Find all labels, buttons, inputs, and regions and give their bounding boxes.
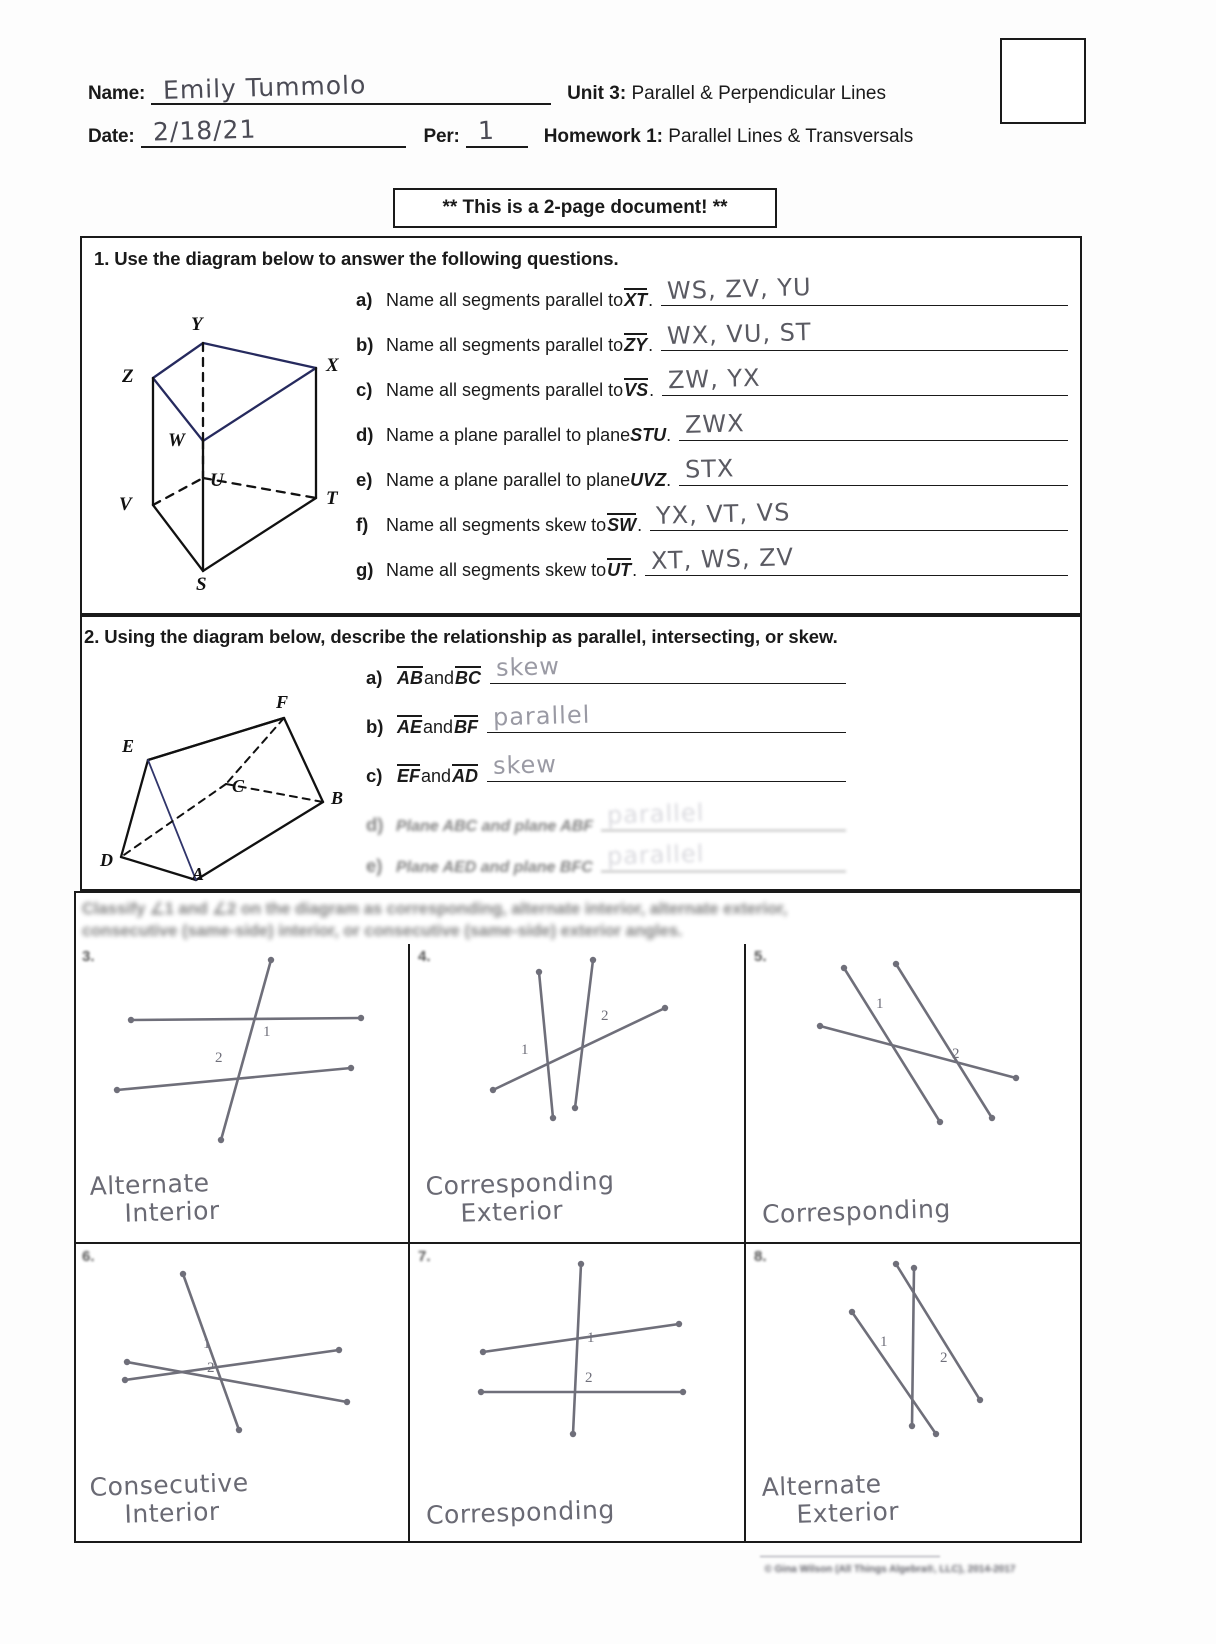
question-3-instructions: Classify ∠1 and ∠2 on the diagram as corresponding, alternate interior, alternate exterior, consecutive (same-side) interior, or consecutive (same-side) exterior angles. xyxy=(82,900,788,941)
line-endpoint-dot xyxy=(218,1137,224,1143)
line-endpoint-dot xyxy=(676,1320,682,1326)
question-1-item-g xyxy=(356,543,1068,581)
unit-title-text: Parallel & Perpendicular Lines xyxy=(631,83,887,104)
name-handwritten-value: Emily Tummolo xyxy=(162,70,367,105)
question-2-item-e xyxy=(366,839,846,877)
answer-line-2: Exterior xyxy=(796,1496,900,1529)
line-endpoint-dot xyxy=(348,1065,354,1071)
line-endpoint-dot xyxy=(358,1015,364,1021)
question-1-item-b xyxy=(356,317,1068,356)
cell-number: 6. xyxy=(82,1247,95,1265)
question-2-item-d xyxy=(366,798,846,836)
handwritten-answer: STX xyxy=(684,454,735,484)
answer-blank[interactable] xyxy=(490,652,846,684)
question-1-item-a xyxy=(356,272,1068,311)
line-endpoint-dot xyxy=(236,1426,242,1432)
transversal-diagram xyxy=(746,1247,1082,1450)
line-endpoint-dot xyxy=(1013,1075,1019,1081)
transversal-line xyxy=(820,1026,1016,1078)
prism-label-W: W xyxy=(168,430,185,451)
line-endpoint-dot xyxy=(268,957,274,963)
footer-copyright: © Gina Wilson (All Things Algebra®, LLC), 2014-2017 xyxy=(764,1564,1016,1575)
homework-title xyxy=(544,126,914,148)
line-endpoint-dot xyxy=(662,1005,668,1011)
line-endpoint-dot xyxy=(536,969,542,975)
item-prompt: Name a plane parallel to plane xyxy=(386,425,631,445)
prism-label-T: T xyxy=(326,488,338,509)
plane-relationship-prompt: Plane ABC and plane ABF xyxy=(396,818,594,835)
answer-blank[interactable] xyxy=(679,409,1068,441)
answer-line-1: Corresponding xyxy=(425,1494,616,1530)
line-endpoint-dot xyxy=(336,1346,342,1352)
period-label: Per: xyxy=(423,126,460,147)
angle-label-2: 2 xyxy=(215,1050,223,1066)
item-letter: c) xyxy=(356,379,373,400)
handwritten-answer: XT, WS, ZV xyxy=(650,543,795,575)
question-2-title xyxy=(84,626,838,648)
period-field[interactable] xyxy=(466,115,528,148)
line-endpoint-dot xyxy=(590,957,596,963)
line-endpoint-dot xyxy=(989,1115,995,1121)
prism-label-U: U xyxy=(210,470,224,491)
question-1-item-d xyxy=(356,409,1068,446)
answer-line-1: Alternate xyxy=(761,1469,882,1502)
oblique-solid-figure xyxy=(88,652,353,882)
transversal-line xyxy=(221,960,271,1140)
parallel-line-2 xyxy=(125,1350,339,1380)
line-endpoint-dot xyxy=(570,1430,576,1436)
angle-problem-cell-5 xyxy=(746,944,1082,1244)
parallel-line-2 xyxy=(117,1068,351,1090)
handwritten-answer: ZWX xyxy=(684,409,746,439)
segment-name-first: AB xyxy=(397,668,423,688)
segment-name: SW xyxy=(607,515,637,535)
name-label: Name: xyxy=(88,83,146,104)
transversal-diagram xyxy=(74,1247,408,1450)
line-endpoint-dot xyxy=(124,1358,130,1364)
plane-name: UVZ xyxy=(630,470,667,490)
question-1-prompt: Use the diagram below to answer the following questions. xyxy=(114,248,619,269)
date-field[interactable] xyxy=(141,114,406,148)
item-letter: f) xyxy=(356,514,369,535)
prism-label-Y: Y xyxy=(191,314,203,335)
segment-name-first: EF xyxy=(397,766,421,786)
segment-name: ZY xyxy=(624,335,648,355)
transversal-line xyxy=(573,1264,581,1434)
angle-label-1: 1 xyxy=(521,1042,529,1058)
answer-line-1: Corresponding xyxy=(425,1165,615,1201)
line-endpoint-dot xyxy=(817,1023,823,1029)
angle-label-2: 2 xyxy=(585,1369,593,1386)
answer-line-2: Interior xyxy=(124,1496,221,1529)
question-1-title xyxy=(94,248,619,270)
two-page-notice xyxy=(393,188,777,228)
answer-blank[interactable] xyxy=(487,700,846,733)
homework-title-text: Parallel Lines & Transversals xyxy=(668,126,914,147)
unit-label: Unit 3: xyxy=(567,83,627,104)
item-suffix: . xyxy=(666,470,672,490)
answer-line-1: Alternate xyxy=(89,1167,210,1201)
line-endpoint-dot xyxy=(572,1105,578,1111)
line-endpoint-dot xyxy=(977,1396,983,1402)
item-letter: c) xyxy=(366,765,383,786)
segment-name: UT xyxy=(607,560,632,580)
parallel-line-1 xyxy=(852,1312,936,1434)
answer-blank[interactable] xyxy=(645,543,1068,576)
plane-relationship-prompt: Plane AED and plane BFC xyxy=(396,859,593,876)
angle-label-2: 2 xyxy=(940,1349,948,1366)
item-suffix: . xyxy=(666,425,672,445)
handwritten-answer: parallel xyxy=(606,798,705,830)
conjunction: and xyxy=(424,668,455,688)
handwritten-classification-answer xyxy=(426,1492,737,1530)
line-endpoint-dot xyxy=(893,961,899,967)
prism-label-S: S xyxy=(196,574,207,593)
line-endpoint-dot xyxy=(490,1087,496,1093)
item-letter: d) xyxy=(366,814,384,835)
line-endpoint-dot xyxy=(478,1388,484,1394)
line-endpoint-dot xyxy=(114,1087,120,1093)
date-label: Date: xyxy=(88,126,135,147)
item-prompt: Name all segments skew to xyxy=(386,560,607,580)
solid-label-F: F xyxy=(276,692,289,712)
solid-label-E: E xyxy=(122,736,135,756)
handwritten-classification-answer xyxy=(762,1191,1075,1229)
handwritten-answer: parallel xyxy=(492,700,591,732)
item-suffix: . xyxy=(637,515,643,535)
segment-name: XT xyxy=(624,290,648,310)
conjunction: and xyxy=(423,717,454,737)
handwritten-answer: skew xyxy=(495,652,561,682)
cell-number: 8. xyxy=(754,1247,767,1265)
handwritten-classification-answer xyxy=(425,1163,737,1229)
segment-name-second: BF xyxy=(454,717,479,737)
question-2-item-b xyxy=(366,700,846,738)
item-letter: b) xyxy=(356,334,374,355)
angle-problem-cell-3 xyxy=(74,944,410,1244)
cell-number: 4. xyxy=(418,948,431,965)
parallel-line-1 xyxy=(127,1359,347,1402)
item-suffix: . xyxy=(632,560,638,580)
line-endpoint-dot xyxy=(893,1260,899,1266)
answer-blank[interactable] xyxy=(487,750,846,782)
line-endpoint-dot xyxy=(180,1270,186,1276)
unit-title xyxy=(567,83,886,105)
question-2-prompt: Using the diagram below, describe the relationship as parallel, intersecting, or skew. xyxy=(104,626,838,647)
cell-number: 5. xyxy=(754,948,767,965)
two-page-notice-text: ** This is a 2-page document! ** xyxy=(442,197,728,218)
segment-name-second: BC xyxy=(455,668,482,688)
handwritten-answer: WX, VU, ST xyxy=(666,317,813,351)
item-prompt: Name all segments parallel to xyxy=(386,380,624,400)
parallel-line-2 xyxy=(896,964,992,1118)
line-endpoint-dot xyxy=(841,965,847,971)
line-endpoint-dot xyxy=(128,1017,134,1023)
angle-label-2: 2 xyxy=(601,1008,609,1024)
item-letter: a) xyxy=(356,289,373,310)
angle-label-1: 1 xyxy=(876,996,884,1012)
solid-label-D: D xyxy=(100,850,113,870)
segment-name: VS xyxy=(624,380,649,400)
item-letter: a) xyxy=(366,667,383,688)
item-letter: d) xyxy=(356,424,374,445)
solid-label-B: B xyxy=(331,788,344,808)
triangular-prism-figure xyxy=(98,298,348,593)
date-row xyxy=(88,114,1098,148)
item-prompt: Name all segments parallel to xyxy=(386,335,624,355)
line-endpoint-dot xyxy=(933,1430,939,1436)
handwritten-answer: YX, VT, VS xyxy=(655,498,791,530)
angle-label-2: 2 xyxy=(207,1359,215,1376)
question-2-answer-list xyxy=(366,652,846,891)
segment-name-second: AD xyxy=(452,766,479,786)
answer-blank[interactable] xyxy=(679,454,1068,486)
question-1-item-f xyxy=(356,498,1068,536)
line-endpoint-dot xyxy=(578,1260,584,1266)
question-2-number: 2. xyxy=(84,626,100,647)
item-letter: b) xyxy=(366,716,384,737)
plane-name: STU xyxy=(630,425,667,445)
footer-divider xyxy=(760,1556,940,1557)
item-suffix: . xyxy=(648,290,654,310)
angle-problem-cell-8 xyxy=(746,1244,1082,1544)
item-prompt: Name all segments parallel to xyxy=(386,290,624,310)
answer-blank[interactable] xyxy=(662,363,1068,396)
solid-label-A: A xyxy=(192,864,205,882)
answer-blank[interactable] xyxy=(601,839,846,872)
line-endpoint-dot xyxy=(680,1388,686,1394)
question-2-item-a xyxy=(366,652,846,689)
handwritten-classification-answer xyxy=(761,1464,1075,1530)
answer-blank[interactable] xyxy=(661,272,1068,306)
answer-line-2: Interior xyxy=(124,1195,221,1228)
line-endpoint-dot xyxy=(909,1422,915,1428)
transversal-line xyxy=(896,1264,980,1400)
angle-classification-grid xyxy=(74,944,1082,1543)
line-endpoint-dot xyxy=(849,1308,855,1314)
question-1-item-e xyxy=(356,454,1068,491)
handwritten-answer: parallel xyxy=(606,839,705,871)
segment-name-first: AE xyxy=(397,717,423,737)
homework-label: Homework 1: xyxy=(543,126,663,147)
item-letter: e) xyxy=(356,469,373,490)
answer-blank[interactable] xyxy=(650,498,1068,531)
handwritten-classification-answer xyxy=(89,1464,401,1530)
parallel-line-1 xyxy=(131,1018,361,1020)
question-1-item-c xyxy=(356,363,1068,401)
handwritten-answer: ZW, YX xyxy=(667,363,762,395)
answer-line-1: Consecutive xyxy=(89,1467,250,1502)
item-letter: g) xyxy=(356,559,374,580)
parallel-line-2 xyxy=(575,960,593,1108)
handwritten-answer: WS, ZV, YU xyxy=(666,272,813,306)
line-endpoint-dot xyxy=(122,1376,128,1382)
name-row xyxy=(88,70,1098,105)
transversal-diagram xyxy=(74,950,408,1150)
answer-blank[interactable] xyxy=(661,317,1068,351)
transversal-diagram xyxy=(410,950,744,1150)
prism-label-Z: Z xyxy=(122,366,134,387)
transversal-diagram xyxy=(410,1247,744,1450)
angle-label-1: 1 xyxy=(880,1333,888,1350)
angle-problem-cell-7 xyxy=(410,1244,746,1544)
angle-label-2: 2 xyxy=(952,1046,960,1062)
line-endpoint-dot xyxy=(480,1348,486,1354)
parallel-line-1 xyxy=(483,1324,679,1352)
line-endpoint-dot xyxy=(550,1115,556,1121)
transversal-line xyxy=(183,1274,239,1430)
period-handwritten-value: 1 xyxy=(477,115,495,146)
worksheet-header xyxy=(88,70,1098,164)
prism-label-V: V xyxy=(119,494,132,515)
parallel-line-1 xyxy=(539,972,553,1118)
question-2-item-c xyxy=(366,750,846,787)
handwritten-classification-answer xyxy=(89,1163,401,1229)
question-1-answer-list xyxy=(356,272,1068,599)
question-1-number: 1. xyxy=(94,248,110,269)
cell-number: 3. xyxy=(82,948,95,965)
date-handwritten-value: 2/18/21 xyxy=(152,114,257,147)
item-prompt: Name a plane parallel to plane xyxy=(386,470,631,490)
item-prompt: Name all segments skew to xyxy=(386,515,607,535)
cell-number: 7. xyxy=(418,1247,431,1265)
item-suffix: . xyxy=(649,380,655,400)
item-letter: e) xyxy=(366,855,383,876)
item-suffix: . xyxy=(648,335,654,355)
angle-problem-cell-6 xyxy=(74,1244,410,1544)
angle-label-1: 1 xyxy=(587,1329,595,1346)
line-endpoint-dot xyxy=(937,1119,943,1125)
solid-label-C: C xyxy=(232,776,245,796)
answer-line-1: Corresponding xyxy=(761,1193,952,1229)
angle-label-1: 1 xyxy=(263,1024,271,1040)
conjunction: and xyxy=(421,766,452,786)
line-endpoint-dot xyxy=(344,1398,350,1404)
name-field[interactable] xyxy=(151,70,551,105)
answer-blank[interactable] xyxy=(601,798,846,831)
handwritten-answer: skew xyxy=(492,750,558,780)
answer-line-2: Exterior xyxy=(460,1195,564,1228)
angle-label-1: 1 xyxy=(203,1335,211,1352)
line-endpoint-dot xyxy=(911,1264,917,1270)
angle-problem-cell-4 xyxy=(410,944,746,1244)
transversal-diagram xyxy=(746,950,1082,1150)
prism-label-X: X xyxy=(326,355,339,376)
